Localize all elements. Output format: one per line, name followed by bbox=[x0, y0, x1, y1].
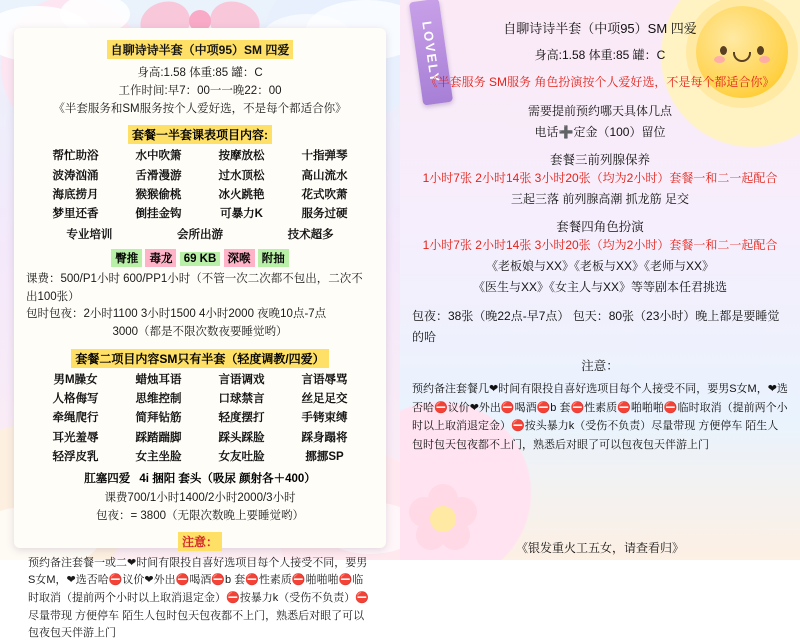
right-content bbox=[412, 18, 788, 455]
right-notice-title: 注意： bbox=[581, 359, 619, 373]
left-overnight-1b: 3000（都是不限次数夜要睡觉哟） bbox=[112, 326, 288, 339]
service-item: 花式吹萧 bbox=[301, 188, 348, 201]
service-item: 海底捞月 bbox=[52, 188, 99, 201]
service-item: 猴猴偷桃 bbox=[135, 188, 182, 201]
service-item: 简拜钻筋 bbox=[135, 412, 182, 425]
service-item: 冰火跳艳 bbox=[218, 188, 265, 201]
left-overnight-1: 包时包夜：2小时1100 3小时1500 4小时2000 夜晚10点-7点 bbox=[26, 308, 327, 321]
lovely-ribbon-text: LOVELY bbox=[419, 19, 443, 85]
service-item: 丝足足交 bbox=[301, 393, 348, 406]
left-section2-title bbox=[26, 349, 374, 368]
right-section4-title: 套餐四角色扮演 bbox=[556, 220, 644, 234]
service-item: 口球禁言 bbox=[218, 393, 265, 406]
left-notice-title-text: 注意： bbox=[178, 532, 222, 551]
left-line-body: 身高:1.58 体重:85 罐：C bbox=[137, 67, 263, 79]
right-section3-line2: 三起三落 前列腺高潮 抓龙筋 足交 bbox=[510, 192, 689, 206]
service-item: 过水顶松 bbox=[218, 169, 265, 182]
highlight-item: 深喉 bbox=[224, 249, 255, 267]
right-section4-line1: 1小时7张 2小时14张 3小时20张（均为2小时）套餐一和二一起配合 bbox=[422, 238, 778, 252]
right-section4-roles1: 《老板娘与XX》《老板与XX》《老师与XX》 bbox=[485, 259, 715, 273]
left-notice-title bbox=[26, 532, 374, 551]
right-line-body: 身高:1.58 体重:85 罐：C bbox=[534, 48, 666, 62]
service-item: 帮忙助浴 bbox=[52, 150, 99, 163]
right-line-booking: 需要提前预约哪天具体几点 bbox=[527, 104, 672, 118]
left-title-text: 自聊诗诗半套（中项95）SM 四爱 bbox=[107, 40, 294, 59]
highlight-item: 69 KB bbox=[180, 252, 221, 266]
right-overnight: 包夜：38张（晚22点-早7点） 包天：80张（23小时）晚上都是要睡觉的哈 bbox=[412, 309, 780, 344]
right-section4-roles2: 《医生与XX》《女主人与XX》等等剧本任君挑选 bbox=[472, 280, 728, 294]
left-notice-body: 预约备注套餐一或二❤时间有限投自喜好选项目每个人接受不同，要男S女M，❤选否哈⛔议价❤外出⛔喝酒⛔b 套⛔性素质⛔啪啪啪⛔临时取消（提前两个小时以上取消退定金）⛔按暴力k（受伤不负责）⛔尽量带现 方便停车 陌生人包时包天包夜都不上门，熟悉后对眼了可以包夜包天伴游上门 bbox=[28, 556, 369, 640]
right-title: 自聊诗诗半套（中项95）SM 四爱 bbox=[503, 21, 697, 36]
service-item: 女主坐脸 bbox=[135, 450, 182, 463]
service-item: 牵绳爬行 bbox=[52, 412, 99, 425]
service-item: 言语调戏 bbox=[218, 373, 265, 386]
service-item: 4i 捆阳 套头（吸尿 颜射各＋400） bbox=[139, 473, 316, 486]
left-section2-title-text: 套餐二项目内容SM只有半套（轻度调教/四爱） bbox=[71, 349, 328, 368]
service-item: 手铐束缚 bbox=[301, 412, 348, 425]
service-item: 会所出游 bbox=[176, 229, 223, 242]
service-item: 舌滑漫游 bbox=[135, 169, 182, 182]
service-item: 踩头踩脸 bbox=[218, 431, 265, 444]
left-service-grid-2 bbox=[36, 372, 364, 466]
left-section1-title-text: 套餐一半套课表项目内容: bbox=[128, 125, 272, 144]
left-line-notice: 《半套服务和SM服务按个人爱好选，不是每个都适合你》 bbox=[53, 102, 347, 115]
service-item: 技术超多 bbox=[287, 229, 334, 242]
service-item: 水中吹箫 bbox=[135, 150, 182, 163]
service-item: 服务过硬 bbox=[301, 208, 348, 221]
right-notice-body: 预约备注套餐几❤时间有限投自喜好选项目每个人接受不同，要男S女M，❤选否哈⛔议价❤外出⛔喝酒⛔b 套⛔性素质⛔啪啪啪⛔临时取消（提前两个小时以上取消退定金）⛔按头暴力k（受伤不负责）尽量带现 方便停车 陌生人包时包天包夜都不上门，熟悉后对眼了可以包夜包天伴游上门 bbox=[412, 383, 788, 452]
left-section1-title bbox=[26, 125, 374, 144]
service-item: 轻浮皮乳 bbox=[52, 450, 99, 463]
left-fee-2: 课费700/1小时1400/2小时2000/3小时 bbox=[104, 492, 296, 505]
service-item: 倒挂金钩 bbox=[135, 208, 182, 221]
service-item: 男M臊女 bbox=[53, 373, 98, 386]
highlight-item: 臀推 bbox=[111, 249, 142, 267]
service-item: 波涛汹涌 bbox=[52, 169, 99, 182]
highlight-item: 毒龙 bbox=[145, 249, 176, 267]
left-service-grid-1b bbox=[36, 227, 364, 244]
service-item: 可暴力K bbox=[220, 208, 263, 221]
left-service-extra bbox=[26, 470, 374, 486]
left-line-hours: 工作时间:早7：00一一晚22：00 bbox=[118, 84, 282, 97]
right-flyer-panel bbox=[400, 0, 800, 560]
left-paper-card bbox=[14, 28, 386, 640]
service-item: 肛塞四爱 bbox=[84, 473, 131, 486]
service-item: 思维控制 bbox=[135, 393, 182, 406]
service-item: 轻度摆打 bbox=[218, 412, 265, 425]
service-item: 十指弹琴 bbox=[301, 150, 348, 163]
right-footer: 《银发重火工五女，请查看归》 bbox=[515, 541, 684, 555]
left-fee-1: 课费：500/P1小时 600/PP1小时（不管一次二次都不包出，二次不出100张） bbox=[26, 272, 363, 303]
service-item: 梦里还香 bbox=[52, 208, 99, 221]
highlight-item: 附抽 bbox=[258, 249, 289, 267]
service-item: 按摩放松 bbox=[218, 150, 265, 163]
service-item: 挪挪SP bbox=[305, 450, 344, 463]
right-line-deposit: 电话➕定金（100）留位 bbox=[534, 125, 666, 139]
service-item: 踩身蹋将 bbox=[301, 431, 348, 444]
left-service-grid-1 bbox=[36, 148, 364, 223]
service-item: 蜡烛耳语 bbox=[135, 373, 182, 386]
service-item: 女友吐脸 bbox=[218, 450, 265, 463]
right-section3-line1: 1小时7张 2小时14张 3小时20张（均为2小时）套餐一和二一起配合 bbox=[422, 171, 778, 185]
service-item: 专业培训 bbox=[66, 229, 113, 242]
service-item: 人格侮写 bbox=[52, 393, 99, 406]
left-highlight-row bbox=[26, 249, 374, 267]
left-flyer-panel bbox=[0, 0, 400, 640]
right-line-hours: 《半套服务 SM服务 角色扮演按个人爱好选，不是每个都适合你》 bbox=[425, 75, 775, 89]
left-title bbox=[26, 40, 374, 59]
service-item: 耳光羞辱 bbox=[52, 431, 99, 444]
service-item: 高山流水 bbox=[301, 169, 348, 182]
left-overnight-2: 包夜：= 3800（无限次数晚上要睡觉哟） bbox=[96, 510, 304, 522]
service-item: 言语辱骂 bbox=[301, 373, 348, 386]
service-item: 踩踏踹脚 bbox=[135, 431, 182, 444]
right-section3-title: 套餐三前列腺保养 bbox=[549, 153, 650, 167]
